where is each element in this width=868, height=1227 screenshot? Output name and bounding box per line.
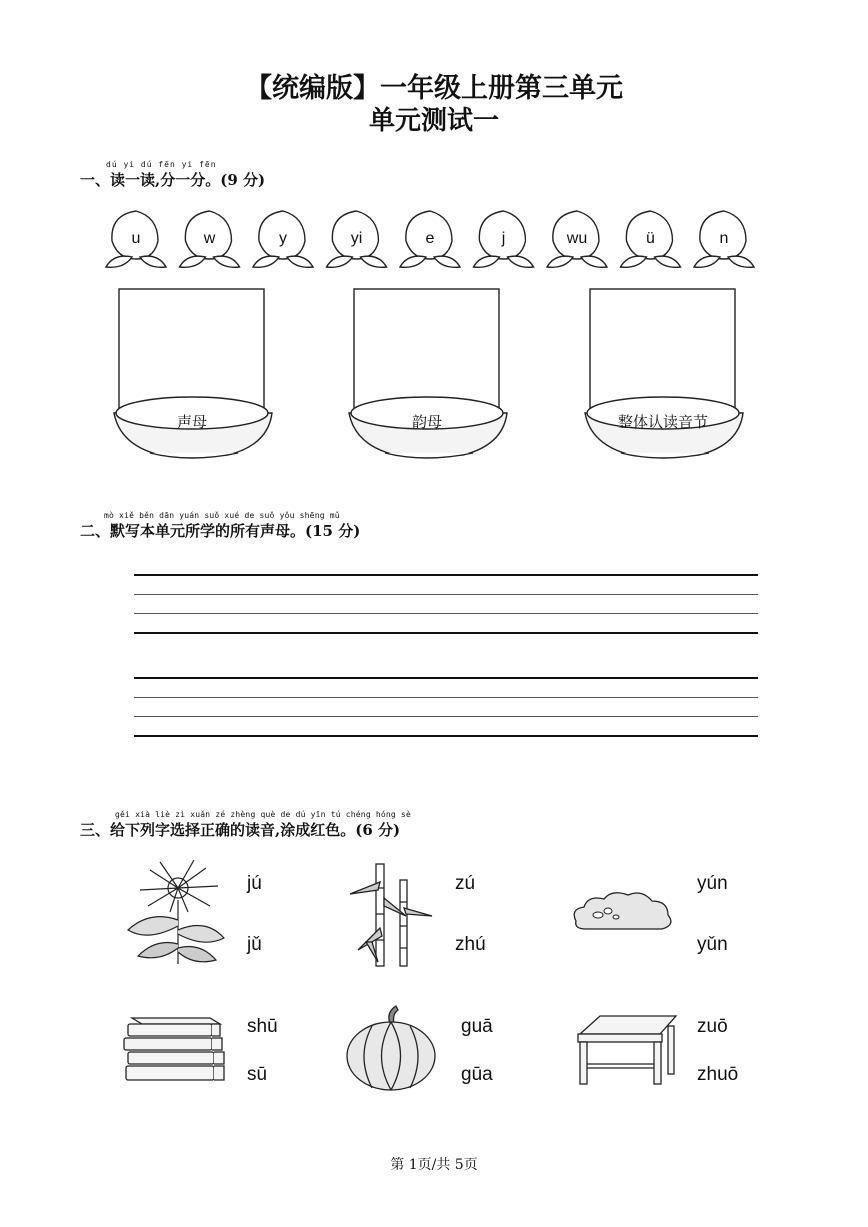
option-ju-3[interactable]: jǔ (247, 934, 262, 955)
cloud-picture (568, 885, 678, 937)
peach-label: ü (646, 230, 655, 247)
bamboo-picture (344, 858, 436, 970)
option-ju-2[interactable]: jú (247, 873, 262, 894)
section1-heading: 一、读一读,分一分。(9 分) (80, 171, 266, 189)
option-yun-2[interactable]: yún (697, 873, 728, 894)
section1-pinyin: dú yi dú fēn yi fēn (106, 160, 217, 169)
peach-label: n (719, 230, 729, 247)
option-yun-3[interactable]: yǔn (697, 934, 728, 955)
peach-label: w (203, 230, 216, 247)
table-picture (570, 1012, 682, 1088)
option-zu[interactable]: zú (455, 873, 476, 894)
baskets-drawing (110, 285, 750, 465)
section2-pinyin: mò xiě běn dān yuán suǒ xué de suǒ yǒu shēng mǔ (104, 511, 340, 520)
books-picture (122, 1014, 228, 1086)
option-gua-wrong[interactable]: gūa (461, 1064, 493, 1085)
option-zuo[interactable]: zuō (697, 1016, 728, 1037)
option-shu[interactable]: shū (247, 1016, 278, 1037)
peach-label: e (425, 230, 435, 247)
peach-label: j (501, 230, 506, 247)
pumpkin-picture (342, 1004, 440, 1096)
section2-heading: 二、默写本单元所学的所有声母。(15 分) (80, 522, 361, 540)
page-number: 第 1页/共 5页 (390, 1157, 478, 1173)
page-subtitle: 单元测试一 (368, 106, 499, 136)
option-su[interactable]: sū (247, 1064, 268, 1085)
basket-label-initials: 声母 (176, 413, 207, 431)
option-zhuo[interactable]: zhuō (697, 1064, 739, 1085)
basket-label-whole-syllables: 整体认读音节 (617, 413, 708, 431)
option-zhu[interactable]: zhú (455, 934, 486, 955)
peach-label: y (279, 230, 287, 247)
basket-label-finals: 韵母 (411, 413, 442, 431)
peach-label: wu (566, 230, 588, 247)
peach-label: u (131, 230, 141, 247)
option-gua[interactable]: guā (461, 1016, 493, 1037)
chrysanthemum-picture (120, 860, 232, 970)
section3-heading: 三、给下列字选择正确的读音,涂成红色。(6 分) (80, 821, 401, 839)
section3-pinyin: gěi xià liè zì xuǎn zé zhèng què de dú yīn tú chéng hóng sè (115, 810, 411, 819)
page-title: 【统编版】一年级上册第三单元 (245, 73, 623, 104)
peach-label: yi (350, 230, 363, 247)
